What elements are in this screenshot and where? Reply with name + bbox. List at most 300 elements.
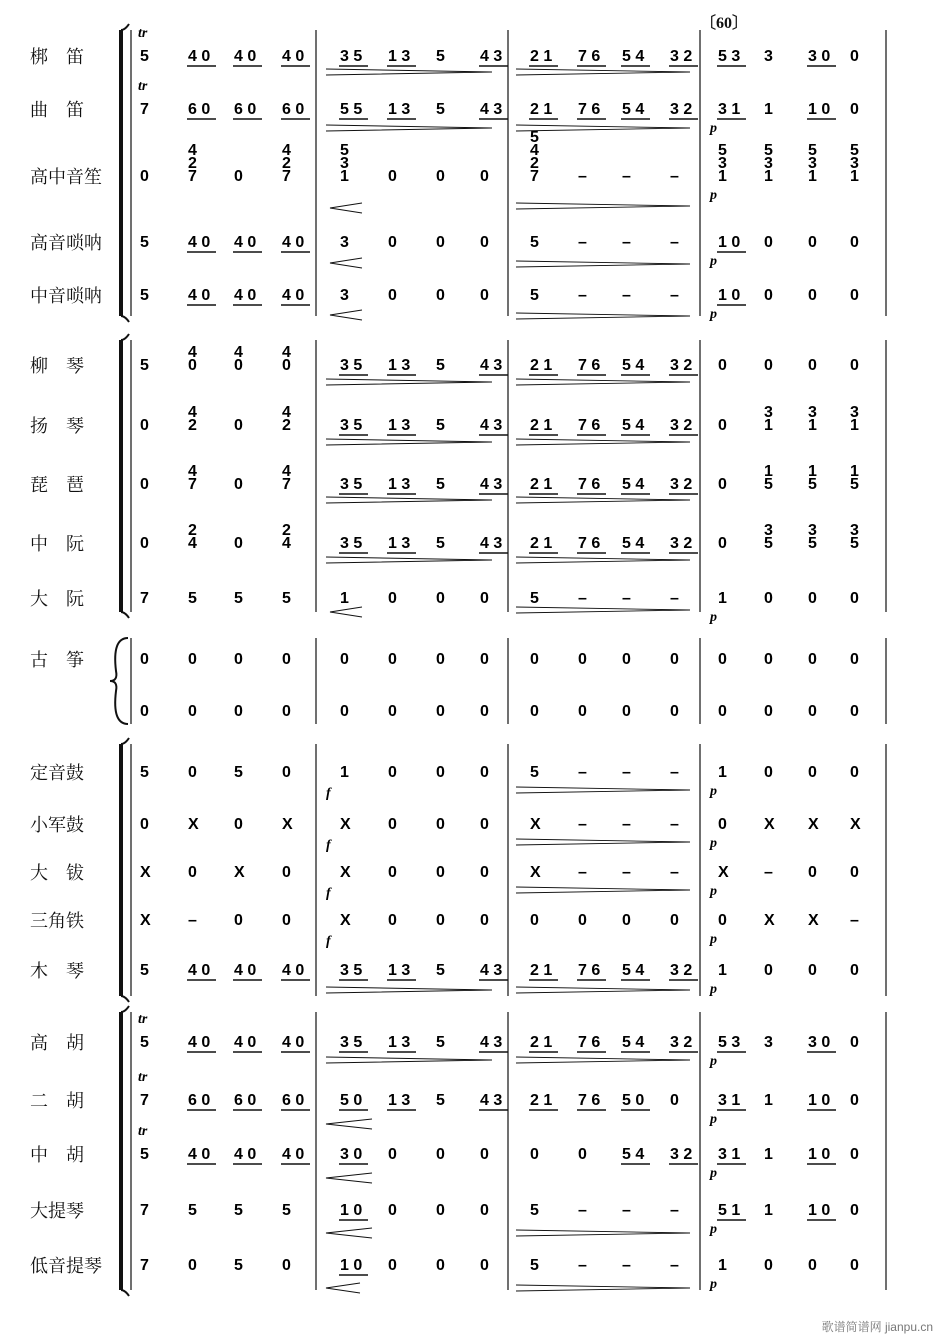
note: 0: [140, 476, 149, 493]
chord-note: 3: [808, 155, 817, 172]
note: 0: [140, 651, 149, 668]
note: 4 0: [234, 1146, 257, 1163]
note: 1 0: [718, 234, 741, 251]
trill-mark: tr: [138, 1124, 148, 1139]
note: 1 3: [388, 357, 411, 374]
note: 5: [234, 1202, 243, 1219]
decrescendo-hairpin: [516, 1057, 690, 1063]
note: 5: [140, 234, 149, 251]
note: 0: [140, 535, 149, 552]
chord-note: 4: [282, 404, 291, 421]
note: 0: [282, 651, 291, 668]
note: 5: [188, 1202, 197, 1219]
decrescendo-hairpin: [326, 987, 492, 993]
instrument-name: 大 钹: [30, 863, 84, 884]
note: 1 0: [340, 1202, 363, 1219]
chord-note: 5: [340, 142, 349, 159]
watermark: 歌谱简谱网 jianpu.cn: [821, 1320, 933, 1334]
note: 0: [480, 287, 489, 304]
chord-note: 4: [188, 344, 197, 361]
note: 4 3: [480, 476, 503, 493]
note: –: [188, 912, 197, 929]
crescendo-hairpin: [330, 310, 362, 320]
note: 5: [140, 764, 149, 781]
chord-note: 1: [850, 417, 859, 434]
note: 0: [670, 703, 679, 720]
note: 5: [530, 1202, 539, 1219]
instrument-name: 扬 琴: [30, 416, 84, 437]
note: 0: [578, 651, 587, 668]
chord-note: 2: [282, 155, 291, 172]
note: 3: [340, 287, 349, 304]
chord-note: 4: [282, 463, 291, 480]
note: 5 4: [622, 476, 645, 493]
chord-note: 4: [282, 535, 291, 552]
chord-note: 1: [808, 463, 817, 480]
note: 0: [388, 1257, 397, 1274]
chord-note: 4: [188, 142, 197, 159]
note: 0: [670, 1092, 679, 1109]
note: 5: [436, 476, 445, 493]
note: 2 1: [530, 1092, 553, 1109]
note: 0: [234, 816, 243, 833]
note: X: [340, 912, 351, 929]
note: 4 0: [234, 48, 257, 65]
note: 3 2: [670, 101, 693, 118]
note: 0: [622, 912, 631, 929]
chord-note: 0: [282, 357, 291, 374]
note: X: [188, 816, 199, 833]
decrescendo-hairpin: [516, 69, 690, 75]
note: 3 5: [340, 357, 363, 374]
note: 1 3: [388, 535, 411, 552]
note: 0: [436, 764, 445, 781]
chord-note: 3: [850, 404, 859, 421]
note: 0: [436, 287, 445, 304]
note: –: [578, 764, 587, 781]
chord-note: 0: [234, 357, 243, 374]
note: 0: [480, 590, 489, 607]
note: 3 2: [670, 48, 693, 65]
chord-note: 3: [764, 404, 773, 421]
note: 5: [436, 1092, 445, 1109]
note: 5: [530, 764, 539, 781]
note: 0: [764, 764, 773, 781]
note: 0: [622, 703, 631, 720]
note: –: [578, 1257, 587, 1274]
note: 3 1: [718, 1146, 741, 1163]
trill-mark: tr: [138, 1070, 148, 1085]
note: 0: [480, 1257, 489, 1274]
note: 7: [140, 1092, 149, 1109]
note: 0: [850, 651, 859, 668]
note: 3 0: [340, 1146, 363, 1163]
note: 0: [480, 816, 489, 833]
chord-note: 3: [764, 522, 773, 539]
note: 3 5: [340, 1034, 363, 1051]
decrescendo-hairpin: [326, 439, 492, 445]
note: 4 0: [282, 234, 305, 251]
crescendo-hairpin: [326, 1173, 372, 1183]
note: 0: [578, 912, 587, 929]
note: 0: [718, 357, 727, 374]
note: 5 0: [340, 1092, 363, 1109]
note: 0: [388, 287, 397, 304]
note: 0: [480, 168, 489, 185]
note: 7 6: [578, 476, 601, 493]
note: 0: [436, 912, 445, 929]
chord-note: 7: [282, 476, 291, 493]
chord-note: 5: [808, 142, 817, 159]
note: 5 4: [622, 535, 645, 552]
note: 7 6: [578, 1034, 601, 1051]
note: 0: [234, 912, 243, 929]
note: –: [622, 287, 631, 304]
note: 0: [436, 1257, 445, 1274]
note: 2 1: [530, 48, 553, 65]
note: 4 3: [480, 1034, 503, 1051]
note: 3: [340, 234, 349, 251]
note: 0: [764, 703, 773, 720]
note: 0: [578, 703, 587, 720]
note: 0: [436, 590, 445, 607]
decrescendo-hairpin: [326, 125, 492, 131]
chord-note: 4: [188, 463, 197, 480]
note: 0: [718, 651, 727, 668]
instrument-name: 定音鼓: [30, 763, 84, 784]
dynamic-piano: p: [710, 254, 717, 269]
chord-note: 1: [340, 168, 349, 185]
note: 5 4: [622, 48, 645, 65]
chord-note: 7: [188, 476, 197, 493]
note: X: [850, 816, 861, 833]
note: 0: [234, 703, 243, 720]
chord-note: 5: [764, 535, 773, 552]
note: 2 1: [530, 1034, 553, 1051]
crescendo-hairpin: [330, 607, 362, 617]
dynamic-piano: p: [710, 121, 717, 136]
chord-note: 5: [764, 142, 773, 159]
note: 0: [850, 864, 859, 881]
instrument-name: 中音唢呐: [30, 286, 102, 307]
bracket-hook: [121, 1006, 129, 1012]
instrument-name: 低音提琴: [30, 1256, 102, 1277]
note: 3 1: [718, 101, 741, 118]
note: 0: [436, 1146, 445, 1163]
decrescendo-hairpin: [326, 497, 492, 503]
instrument-name: 二 胡: [30, 1091, 84, 1112]
dynamic-piano: p: [710, 1222, 717, 1237]
note: 1: [718, 590, 727, 607]
note: 0: [188, 651, 197, 668]
chord-note: 2: [188, 522, 197, 539]
note: 3 2: [670, 476, 693, 493]
note: 2 1: [530, 476, 553, 493]
note: 3 5: [340, 962, 363, 979]
note: 0: [764, 651, 773, 668]
note: 7 6: [578, 101, 601, 118]
dynamic-piano: p: [710, 836, 717, 851]
crescendo-hairpin: [330, 203, 362, 213]
note: 3 2: [670, 1034, 693, 1051]
note: 5: [436, 357, 445, 374]
note: 3 0: [808, 48, 831, 65]
note: 5: [234, 1257, 243, 1274]
note: 0: [436, 816, 445, 833]
note: 5 4: [622, 962, 645, 979]
note: 0: [480, 864, 489, 881]
note: 0: [530, 912, 539, 929]
chord-note: 1: [764, 417, 773, 434]
note: 1 3: [388, 1034, 411, 1051]
note: 7: [140, 590, 149, 607]
chord-note: 2: [188, 417, 197, 434]
chord-note: 2: [282, 522, 291, 539]
note: 4 3: [480, 1092, 503, 1109]
note: 0: [850, 1202, 859, 1219]
note: 4 0: [234, 962, 257, 979]
note: 5: [436, 101, 445, 118]
note: –: [622, 1257, 631, 1274]
note: –: [850, 912, 859, 929]
note: 0: [850, 962, 859, 979]
chord-note: 3: [808, 522, 817, 539]
note: 0: [436, 651, 445, 668]
bracket-hook: [121, 612, 129, 618]
note: 0: [764, 357, 773, 374]
note: 7 6: [578, 357, 601, 374]
note: 0: [480, 234, 489, 251]
crescendo-hairpin: [330, 258, 362, 268]
note: X: [808, 912, 819, 929]
note: 3 2: [670, 417, 693, 434]
instrument-name: 高音唢呐: [30, 233, 102, 254]
note: –: [622, 168, 631, 185]
decrescendo-hairpin: [516, 261, 690, 267]
chord-note: 2: [530, 155, 539, 172]
note: 5: [234, 764, 243, 781]
note: X: [140, 864, 151, 881]
trill-mark: tr: [138, 1012, 148, 1027]
note: 1: [718, 962, 727, 979]
note: 0: [436, 1202, 445, 1219]
note: 0: [578, 1146, 587, 1163]
note: 4 0: [188, 48, 211, 65]
decrescendo-hairpin: [516, 439, 690, 445]
note: 1: [764, 1146, 773, 1163]
note: –: [622, 234, 631, 251]
note: 4 0: [188, 962, 211, 979]
note: –: [578, 234, 587, 251]
note: 1 3: [388, 962, 411, 979]
note: 7: [140, 101, 149, 118]
note: –: [670, 816, 679, 833]
note: 0: [718, 476, 727, 493]
note: 0: [388, 912, 397, 929]
note: 5: [188, 590, 197, 607]
note: 0: [234, 651, 243, 668]
note: 5: [140, 1034, 149, 1051]
note: 0: [480, 1202, 489, 1219]
note: 0: [850, 590, 859, 607]
instrument-name: 高 胡: [30, 1033, 84, 1054]
note: 0: [764, 287, 773, 304]
chord-note: 5: [718, 142, 727, 159]
note: X: [340, 816, 351, 833]
dynamic-piano: p: [710, 1054, 717, 1069]
decrescendo-hairpin: [516, 887, 690, 893]
note: 0: [530, 1146, 539, 1163]
note: 0: [808, 764, 817, 781]
note: 4 3: [480, 357, 503, 374]
note: 1 0: [808, 1092, 831, 1109]
rehearsal-mark: 〔60〕: [700, 15, 749, 32]
chord-note: 3: [764, 155, 773, 172]
bracket-hook: [121, 738, 129, 744]
note: 1 3: [388, 101, 411, 118]
chord-note: 3: [850, 155, 859, 172]
instrument-name: 中 阮: [30, 534, 84, 555]
instrument-name: 梆 笛: [30, 47, 84, 68]
instrument-name: 大 阮: [30, 589, 84, 610]
note: 7: [140, 1202, 149, 1219]
note: 1 3: [388, 476, 411, 493]
note: X: [282, 816, 293, 833]
note: 7: [140, 1257, 149, 1274]
note: 0: [388, 703, 397, 720]
note: –: [670, 168, 679, 185]
instrument-name: 曲 笛: [30, 100, 84, 121]
note: 7 6: [578, 962, 601, 979]
note: 2 1: [530, 535, 553, 552]
note: 5: [530, 287, 539, 304]
chord-note: 5: [530, 129, 539, 146]
note: 0: [718, 535, 727, 552]
note: 4 0: [188, 1146, 211, 1163]
crescendo-hairpin: [326, 1119, 372, 1129]
note: X: [718, 864, 729, 881]
note: 0: [480, 651, 489, 668]
note: 4 0: [282, 962, 305, 979]
note: –: [670, 590, 679, 607]
note: 5: [436, 535, 445, 552]
note: 0: [140, 168, 149, 185]
dynamic-forte: f: [326, 786, 331, 801]
note: 0: [436, 864, 445, 881]
note: 0: [140, 816, 149, 833]
note: 3 0: [808, 1034, 831, 1051]
note: 5: [140, 1146, 149, 1163]
note: X: [530, 816, 541, 833]
note: 4 0: [188, 234, 211, 251]
bracket-hook: [121, 334, 129, 340]
note: 7 6: [578, 417, 601, 434]
chord-note: 7: [282, 168, 291, 185]
decrescendo-hairpin: [516, 313, 690, 319]
note: 0: [718, 912, 727, 929]
note: 5 4: [622, 101, 645, 118]
chord-note: 1: [764, 463, 773, 480]
trill-mark: tr: [138, 79, 148, 94]
note: 0: [718, 703, 727, 720]
note: 1: [340, 764, 349, 781]
note: 0: [234, 168, 243, 185]
note: 4 0: [282, 48, 305, 65]
note: 3 2: [670, 1146, 693, 1163]
note: 1: [764, 1092, 773, 1109]
trill-mark: tr: [138, 26, 148, 41]
note: 4 0: [282, 1146, 305, 1163]
note: 0: [764, 962, 773, 979]
note: 0: [808, 962, 817, 979]
note: 4 0: [188, 1034, 211, 1051]
note: X: [808, 816, 819, 833]
note: 2 1: [530, 357, 553, 374]
note: 0: [282, 764, 291, 781]
note: –: [670, 764, 679, 781]
note: 7 6: [578, 1092, 601, 1109]
note: 0: [188, 764, 197, 781]
bracket-hook: [121, 996, 129, 1002]
instrument-name: 大提琴: [30, 1201, 84, 1222]
note: –: [622, 864, 631, 881]
note: 0: [850, 703, 859, 720]
decrescendo-hairpin: [516, 557, 690, 563]
note: 0: [188, 864, 197, 881]
note: 5 4: [622, 417, 645, 434]
note: 5: [530, 234, 539, 251]
chord-note: 4: [530, 142, 539, 159]
decrescendo-hairpin: [516, 1230, 690, 1236]
bracket-hook: [121, 316, 129, 322]
chord-note: 3: [808, 404, 817, 421]
note: 0: [480, 703, 489, 720]
note: 1 3: [388, 417, 411, 434]
chord-note: 1: [850, 168, 859, 185]
note: 0: [764, 590, 773, 607]
note: 0: [764, 234, 773, 251]
instrument-name: 古 筝: [30, 650, 84, 671]
note: 5: [140, 357, 149, 374]
note: 5 1: [718, 1202, 741, 1219]
note: –: [578, 590, 587, 607]
note: 0: [234, 535, 243, 552]
instrument-name: 小军鼓: [30, 815, 84, 836]
note: –: [578, 1202, 587, 1219]
note: –: [578, 864, 587, 881]
chord-note: 7: [188, 168, 197, 185]
chord-note: 5: [850, 476, 859, 493]
chord-note: 1: [808, 417, 817, 434]
note: 4 3: [480, 962, 503, 979]
note: –: [670, 287, 679, 304]
note: 4 0: [282, 287, 305, 304]
chord-note: 1: [718, 168, 727, 185]
note: 3 5: [340, 417, 363, 434]
chord-note: 2: [282, 417, 291, 434]
note: 4 3: [480, 48, 503, 65]
decrescendo-hairpin: [326, 1057, 492, 1063]
note: 5: [282, 590, 291, 607]
note: 5: [436, 1034, 445, 1051]
note: –: [670, 1202, 679, 1219]
chord-note: 1: [808, 168, 817, 185]
note: 0: [850, 48, 859, 65]
note: 0: [388, 168, 397, 185]
dynamic-piano: p: [710, 1166, 717, 1181]
bracket-hook: [121, 1290, 129, 1296]
dynamic-piano: p: [710, 784, 717, 799]
